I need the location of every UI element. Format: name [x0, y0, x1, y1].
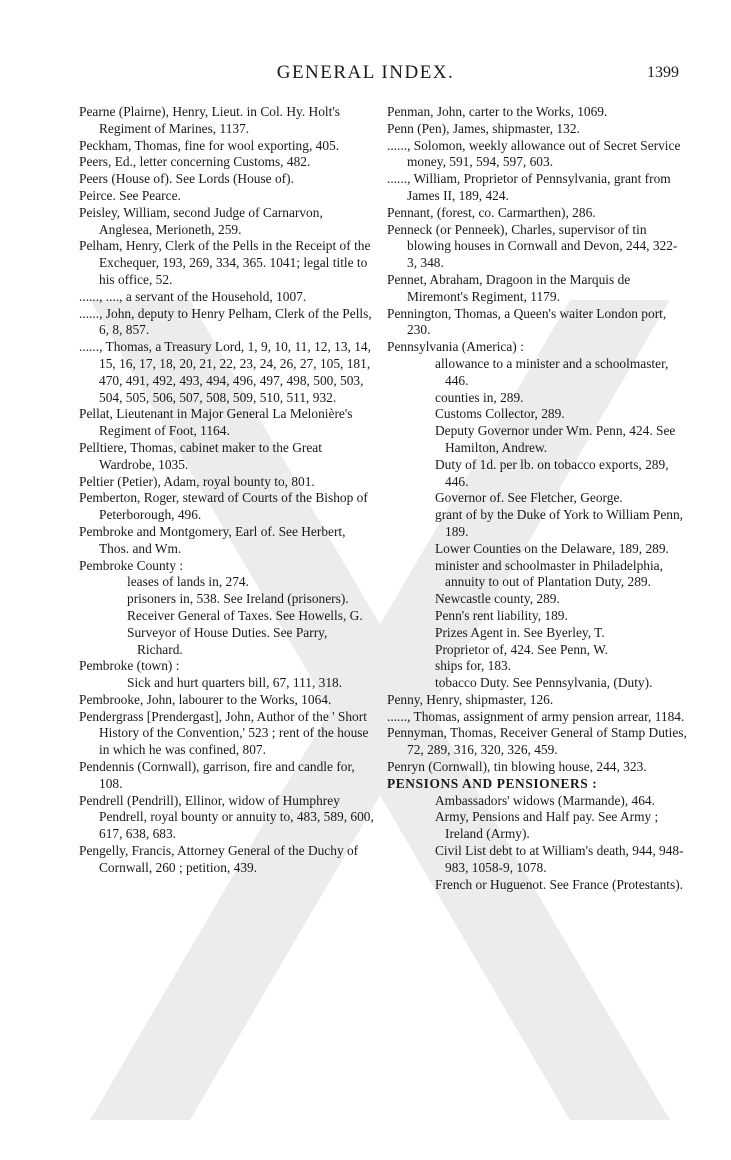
- index-entry: ......, ...., a servant of the Household, 1007.: [79, 288, 307, 304]
- index-entry: Penryn (Cornwall), tin blowing house, 244, 323.: [387, 759, 647, 775]
- index-entry: Pearne (Plairne), Henry, Lieut. in Col. Hy. Holt's Regiment of Marines, 1137.: [79, 104, 340, 136]
- page-number: 1399: [647, 64, 679, 81]
- index-entry: ......, Thomas, assignment of army pension arrear, 1184.: [387, 708, 685, 724]
- index-heading: PENSIONS AND PENSIONERS :: [387, 775, 598, 791]
- index-entry: Peirce. See Pearce.: [79, 187, 181, 203]
- index-subentry: Army, Pensions and Half pay. See Army ; Ireland (Army).: [435, 809, 659, 842]
- index-subentry: Lower Counties on the Delaware, 189, 289.: [435, 540, 669, 556]
- index-entry: Penneck (or Penneek), Charles, supervisor of tin blowing houses in Cornwall and Devon, 244, 322-3, 348.: [387, 221, 678, 271]
- index-entry: Pellat, Lieutenant in Major General La Melonière's Regiment of Foot, 1164.: [79, 406, 353, 439]
- index-entry: Penn (Pen), James, shipmaster, 132.: [387, 120, 580, 136]
- index-entry: Penny, Henry, shipmaster, 126.: [387, 691, 554, 707]
- index-entry: Pennet, Abraham, Dragoon in the Marquis de Miremont's Regiment, 1179.: [387, 271, 631, 304]
- index-entry: Pelltiere, Thomas, cabinet maker to the Great Wardrobe, 1035.: [79, 439, 322, 472]
- index-entry: Pendergrass [Prendergast], John, Author of the ' Short History of the Convention,' 523 ; rent of the house in which he was confined, 807.: [79, 708, 369, 758]
- index-column-left: [79, 104, 375, 877]
- index-subentry: Receiver General of Taxes. See Howells, G.: [127, 607, 363, 623]
- index-entry: ......, John, deputy to Henry Pelham, Clerk of the Pells, 6, 8, 857.: [79, 305, 372, 338]
- index-subentry: prisoners in, 538. See Ireland (prisoners).: [127, 591, 349, 607]
- index-column-right: [387, 104, 687, 893]
- index-entry: Peers, Ed., letter concerning Customs, 482.: [79, 154, 311, 170]
- index-subentry: ships for, 183.: [435, 658, 512, 674]
- index-entry: Pennington, Thomas, a Queen's waiter London port, 230.: [387, 305, 667, 338]
- index-subentry: Civil List debt to at William's death, 944, 948-983, 1058-9, 1078.: [435, 843, 684, 875]
- index-entry: Pembroke County :: [79, 557, 184, 573]
- index-subentry: Proprietor of, 424. See Penn, W.: [435, 641, 608, 657]
- index-subentry: Sick and hurt quarters bill, 67, 111, 318.: [127, 675, 343, 691]
- index-subentry: Newcastle county, 289.: [435, 591, 560, 607]
- index-subentry: tobacco Duty. See Pennsylvania, (Duty).: [435, 675, 653, 691]
- index-subentry: allowance to a minister and a schoolmaster, 446.: [435, 355, 669, 388]
- index-entry: Peers (House of). See Lords (House of).: [79, 171, 294, 187]
- index-subentry: Deputy Governor under Wm. Penn, 424. See Hamilton, Andrew.: [435, 423, 676, 455]
- index-subentry: Surveyor of House Duties. See Parry, Richard.: [127, 624, 328, 657]
- index-entry: Pengelly, Francis, Attorney General of the Duchy of Cornwall, 260 ; petition, 439.: [79, 843, 359, 875]
- index-subentry: Penn's rent liability, 189.: [435, 607, 568, 623]
- index-entry: ......, Thomas, a Treasury Lord, 1, 9, 10, 11, 12, 13, 14, 15, 16, 17, 18, 20, 21, 22, 23, 24, 26, 27, 105, 181, 470, 491, 492, 493, 494, 496, 497, 498, 500, 503, 504, 505, 506, 507, 508, 509, 510, 511, 932.: [79, 339, 371, 405]
- index-subentry: counties in, 289.: [435, 389, 524, 405]
- index-entry: Pendrell (Pendrill), Ellinor, widow of Humphrey Pendrell, royal bounty or annuity to, 483, 589, 600, 617, 638, 683.: [79, 792, 374, 842]
- index-entry: Pembroke (town) :: [79, 658, 180, 674]
- index-entry: Pelham, Henry, Clerk of the Pells in the Receipt of the Exchequer, 193, 269, 334, 365. 1041; legal title to his office, 52.: [79, 238, 371, 287]
- index-subentry: Ambassadors' widows (Marmande), 464.: [435, 792, 655, 808]
- index-subentry: minister and schoolmaster in Philadelphia, annuity to out of Plantation Duty, 289.: [435, 557, 663, 590]
- index-entry: ......, Solomon, weekly allowance out of Secret Service money, 591, 594, 597, 603.: [387, 137, 681, 170]
- index-entry: ......, William, Proprietor of Pennsylvania, grant from James II, 189, 424.: [387, 171, 671, 203]
- index-subentry: Prizes Agent in. See Byerley, T.: [435, 624, 605, 640]
- index-subentry: Governor of. See Fletcher, George.: [435, 490, 623, 506]
- index-entry: Pennyman, Thomas, Receiver General of Stamp Duties, 72, 289, 316, 320, 326, 459.: [387, 725, 687, 758]
- index-entry: Pemberton, Roger, steward of Courts of the Bishop of Peterborough, 496.: [79, 490, 368, 523]
- page-title: GENERAL INDEX.: [276, 62, 455, 83]
- index-subentry: grant of by the Duke of York to William Penn, 189.: [435, 507, 684, 539]
- index-entry: Penman, John, carter to the Works, 1069.: [387, 104, 608, 119]
- index-entry: Pendennis (Cornwall), garrison, fire and candle for, 108.: [79, 759, 355, 791]
- index-entry: Peckham, Thomas, fine for wool exporting, 405.: [79, 137, 340, 153]
- index-subentry: Customs Collector, 289.: [435, 406, 565, 422]
- page-header: [0, 62, 731, 92]
- index-entry: Pembroke and Montgomery, Earl of. See Herbert, Thos. and Wm.: [79, 523, 346, 556]
- index-subentry: Duty of 1d. per lb. on tobacco exports, 289, 446.: [435, 456, 669, 489]
- index-entry: Peisley, William, second Judge of Carnarvon, Anglesea, Merioneth, 259.: [79, 204, 323, 237]
- index-entry: Pembrooke, John, labourer to the Works, 1064.: [79, 691, 332, 707]
- index-entry: Pennant, (forest, co. Carmarthen), 286.: [387, 204, 596, 220]
- index-entry: Peltier (Petier), Adam, royal bounty to, 801.: [79, 473, 315, 489]
- index-entry: Pennsylvania (America) :: [387, 339, 524, 355]
- index-subentry: French or Huguenot. See France (Protestants).: [435, 876, 684, 892]
- index-subentry: leases of lands in, 274.: [127, 574, 249, 590]
